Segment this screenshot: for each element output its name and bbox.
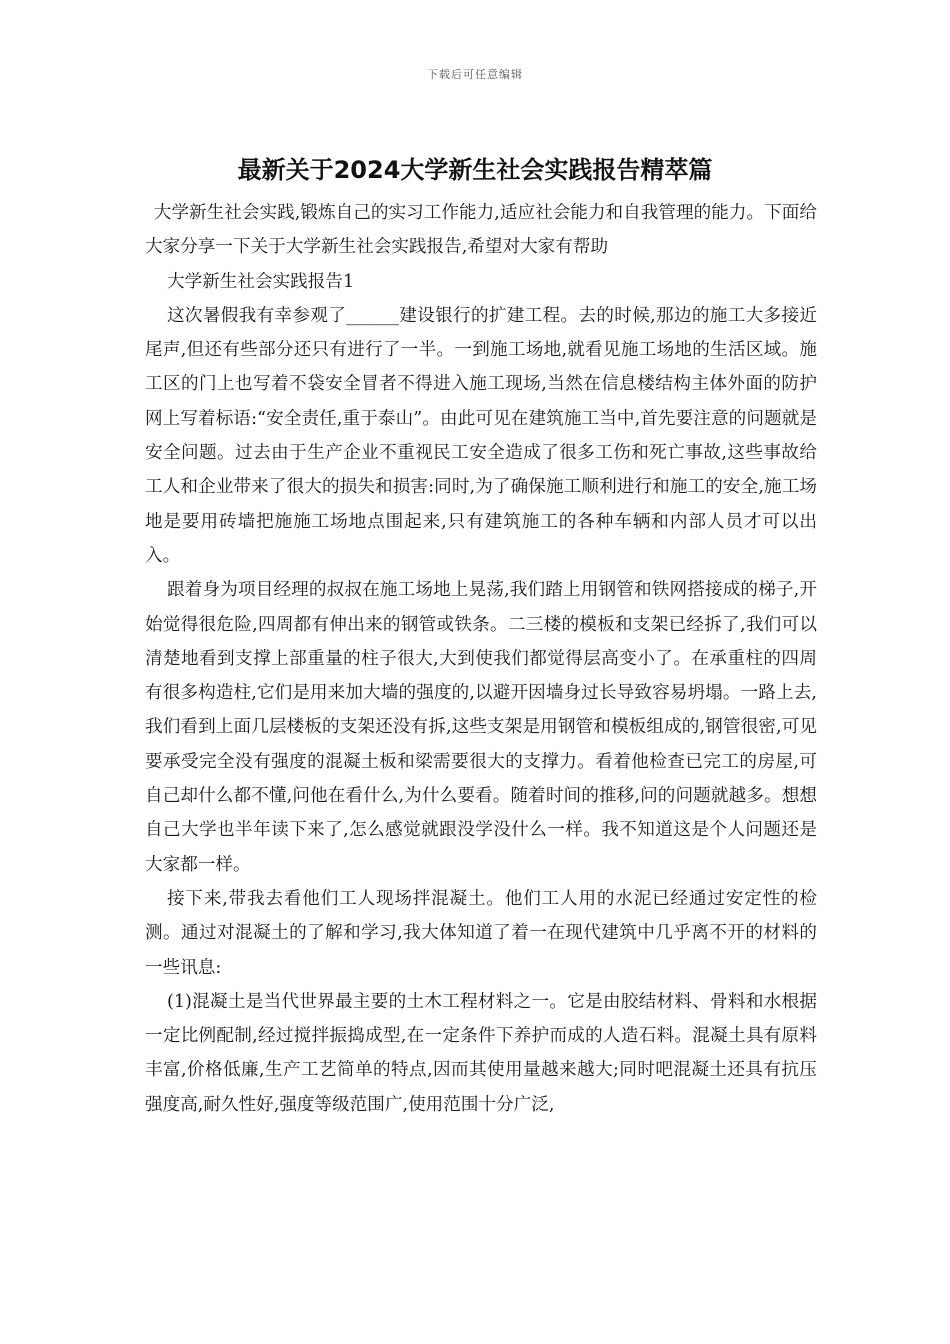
body-paragraph-3: 接下来,带我去看他们工人现场拌混凝土。他们工人用的水泥已经通过安定性的检测。通过对混凝土的了解和学习,我大体知道了着一在现代建筑中几乎离不开的材料的一些讯息: [145,888,817,978]
body-paragraph-2: 跟着身为项目经理的叔叔在施工场地上晃荡,我们踏上用钢管和铁网搭接成的梯子,开始觉得很危险,四周都有伸出来的钢管或铁条。二三楼的模板和支架已经拆了,我们可以清楚地看到支撑上部重量的柱子很大,大到使我们都觉得层高变小了。在承重柱的四周有很多构造柱,它们是用来加大墙的强度的,以避开因墙身过长导致容易坍塌。一路上去,我们看到上面几层楼板的支架还没有拆,这些支架是用钢管和模板组成的,钢管很密,可见要承受完全没有强度的混凝土板和梁需要很大的支撑力。看着他检查已完工的房屋,可自己却什么都不懂,问他在看什么,为什么要看。随着时间的推移,问的问题就越多。想想自己大学也半年读下来了,怎么感觉就跟没学没什么一样。我不知道这是个人问题还是大家都一样。 [145,580,817,875]
header-note: 下载后可任意编辑 [427,68,523,81]
body-paragraph-4: (1)混凝土是当代世界最主要的土木工程材料之一。它是由胶结材料、骨料和水根据一定比例配制,经过搅拌振捣成型,在一定条件下养护而成的人造石料。混凝土具有原料丰富,价格低廉,生产工艺简单的特点,因而其使用量越来越大;同时吧混凝土还具有抗压强度高,耐久性好,强度等级范围广,使用范围十分广泛, [145,991,817,1115]
document-title: 最新关于2024大学新生社会实践报告精萃篇 [237,156,713,184]
section-heading: 大学新生社会实践报告1 [167,271,355,292]
document-body [145,196,817,1122]
body-paragraph-1: 这次暑假我有幸参观了______建设银行的扩建工程。去的时候,那边的施工大多接近尾声,但还有些部分还只有进行了一半。一到施工场地,就看见施工场地的生活区域。施工区的门上也写着不袋安全冒者不得进入施工现场,当然在信息楼结构主体外面的防护网上写着标语:“安全责任,重于泰山”。由此可见在建筑施工当中,首先要注意的问题就是安全问题。过去由于生产企业不重视民工安全造成了很多工伤和死亡事故,这些事故给工人和企业带来了很大的损失和损害:同时,为了确保施工顺利进行和施工的安全,施工场地是要用砖墙把施施工场地点围起来,只有建筑施工的各种车辆和内部人员才可以出入。 [145,305,817,566]
intro-paragraph: 大学新生社会实践,锻炼自己的实习工作能力,适应社会能力和自我管理的能力。下面给大家分享一下关于大学新生社会实践报告,希望对大家有帮助 [145,203,817,258]
